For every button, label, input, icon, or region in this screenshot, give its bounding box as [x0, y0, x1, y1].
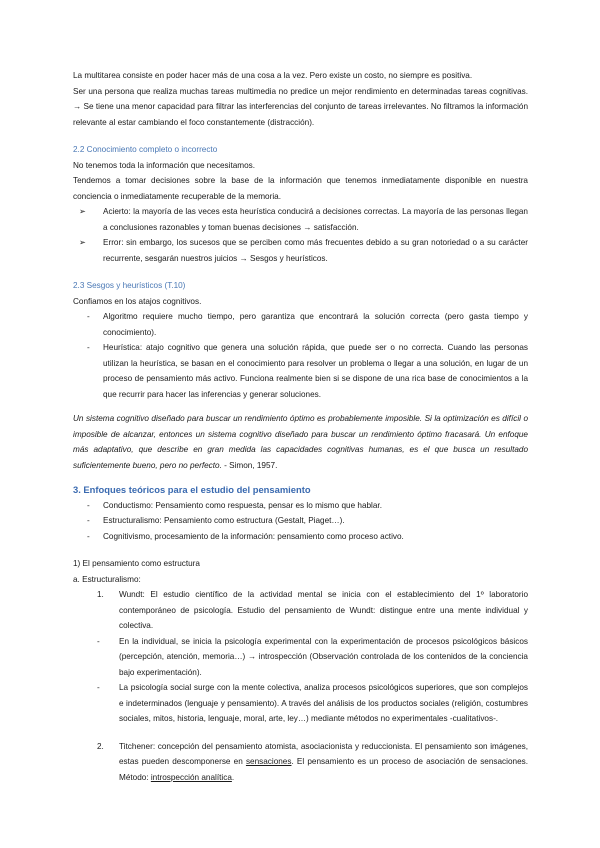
- arrow-bullet-icon: ➢: [79, 238, 86, 247]
- number-marker: 1.: [97, 590, 104, 599]
- underlined-term-sensaciones: sensaciones: [245, 757, 292, 766]
- quote-author: - Simon, 1957.: [221, 460, 278, 470]
- underlined-term-introspeccion: introspección analítica: [150, 772, 232, 782]
- simon-quote: Un sistema cognitivo diseñado para buscar un rendimiento óptimo es probablemente imposible. Si la optimización es difícil o imposible de alcanzar, entonces un sistema cognitivo diseñado para buscar un rendimiento óptimo fracasará. Un enfoque más adaptativo, que describe en gran medida las capacidades cognitivas humanas, es el que busca un resultado suficientemente bueno, pero no perfecto. - Simon, 1957.: [73, 414, 528, 470]
- list-item: - En la individual, se inicia la psicología experimental con la experimentación de procesos psicológicos básicos (percepción, atención, memoria…) → introspección (Observación controlada de los contenidos de la conciencia bajo experimentación).: [73, 634, 528, 681]
- list-item: 2. Titchener: concepción del pensamiento atomista, asociacionista y reduccionista. El pensamiento son imágenes, estas pueden descomponerse en sensaciones. El pensamiento es un proceso de asociación de sensaciones. Método: introspección analítica.: [73, 739, 528, 786]
- subsection-1-heading: 1) El pensamiento como estructura: [73, 559, 200, 568]
- section-2-2-paragraph-1: No tenemos toda la información que necesitamos.: [73, 160, 256, 170]
- section-2-3-paragraph-1: Confiamos en los atajos cognitivos.: [73, 296, 202, 306]
- list-item: - Cognitivismo, procesamiento de la información: pensamiento como proceso activo.: [73, 529, 528, 545]
- intro-paragraph-1: La multitarea consiste en poder hacer más de una cosa a la vez. Pero existe un costo, no siempre es positiva.: [73, 71, 473, 80]
- list-item: - Conductismo: Pensamiento como respuesta, pensar es lo mismo que hablar.: [73, 498, 528, 514]
- dash-bullet-icon: -: [87, 516, 90, 525]
- dash-bullet-icon: -: [87, 531, 90, 541]
- list-item: ➢ Acierto: la mayoría de las veces esta heurística conducirá a decisiones correctas. La mayoría de las personas llegan a conclusiones razonables y toman buenas decisiones → satisfacción.: [73, 204, 528, 235]
- dash-bullet-icon: -: [87, 312, 90, 321]
- list-item: - La psicología social surge con la mente colectiva, analiza procesos psicológicos superiores, que son complejos e indeterminados (lenguaje y pensamiento). A través del análisis de los productos sociales (religión, costumbres sociales, mitos, historia, lenguaje, moral, arte, ley…) mediante métodos no experimentales -cualitativos-.: [73, 680, 528, 727]
- section-2-3-heading: 2.3 Sesgos y heurísticos (T.10): [73, 281, 186, 290]
- number-marker: 2.: [97, 741, 104, 751]
- dash-bullet-icon: -: [97, 636, 100, 646]
- section-3-heading: 3. Enfoques teóricos para el estudio del pensamiento: [73, 484, 311, 495]
- document-page: [73, 68, 528, 785]
- list-item: 1. Wundt: El estudio científico de la actividad mental se inicia con el establecimiento del 1º laboratorio contemporáneo de psicología. Estudio del pensamiento de Wundt: distingue entre una mente individual y colectiva.: [73, 587, 528, 634]
- arrow-bullet-icon: ➢: [79, 207, 86, 216]
- section-2-3-list: [73, 309, 528, 402]
- list-item: - Heurística: atajo cognitivo que genera una solución rápida, que puede ser o no correcta. Cuando las personas utilizan la heurística, se basan en el conocimiento para resolver un problema o llegar a una solución, en lugar de un proceso de pensamiento más activo. Funciona realmente bien si se dispone de una rica base de conocimientos a la que recurrir para hacer las inferencias y generar soluciones.: [73, 340, 528, 402]
- list-item: ➢ Error: sin embargo, los sucesos que se perciben como más frecuentes debido a su gran notoriedad o a su carácter recurrente, sesgarán nuestros juicios → Sesgos y heurísticos.: [73, 235, 528, 266]
- dash-bullet-icon: -: [87, 500, 90, 510]
- wundt-sub-list: [73, 634, 528, 727]
- dash-bullet-icon: -: [97, 683, 100, 692]
- section-3-list: [73, 498, 528, 545]
- list-item: - Estructuralismo: Pensamiento como estructura (Gestalt, Piaget…).: [73, 513, 528, 529]
- dash-bullet-icon: -: [87, 343, 90, 352]
- subsection-a-heading: a. Estructuralismo:: [73, 574, 141, 584]
- intro-paragraph-2: Ser una persona que realiza muchas tareas multimedia no predice un mejor rendimiento en determinadas tareas cognitivas. → Se tiene una menor capacidad para filtrar las interferencias del conjunto de tareas irrelevantes. No filtramos la información relevante al estar cambiando el foco constantemente (distracción).: [73, 86, 528, 127]
- section-2-2-paragraph-2: Tendemos a tomar decisiones sobre la base de la información que tenemos inmediatamente disponible en nuestra conciencia o inmediatamente recuperable de la memoria.: [73, 176, 528, 201]
- numbered-list-wundt: [73, 587, 528, 634]
- numbered-list-titchener: [73, 739, 528, 786]
- section-2-2-heading: 2.2 Conocimiento completo o incorrecto: [73, 145, 218, 154]
- section-2-2-list: [73, 204, 528, 266]
- list-item: - Algoritmo requiere mucho tiempo, pero garantiza que encontrará la solución correcta (pero gasta tiempo y conocimiento).: [73, 309, 528, 340]
